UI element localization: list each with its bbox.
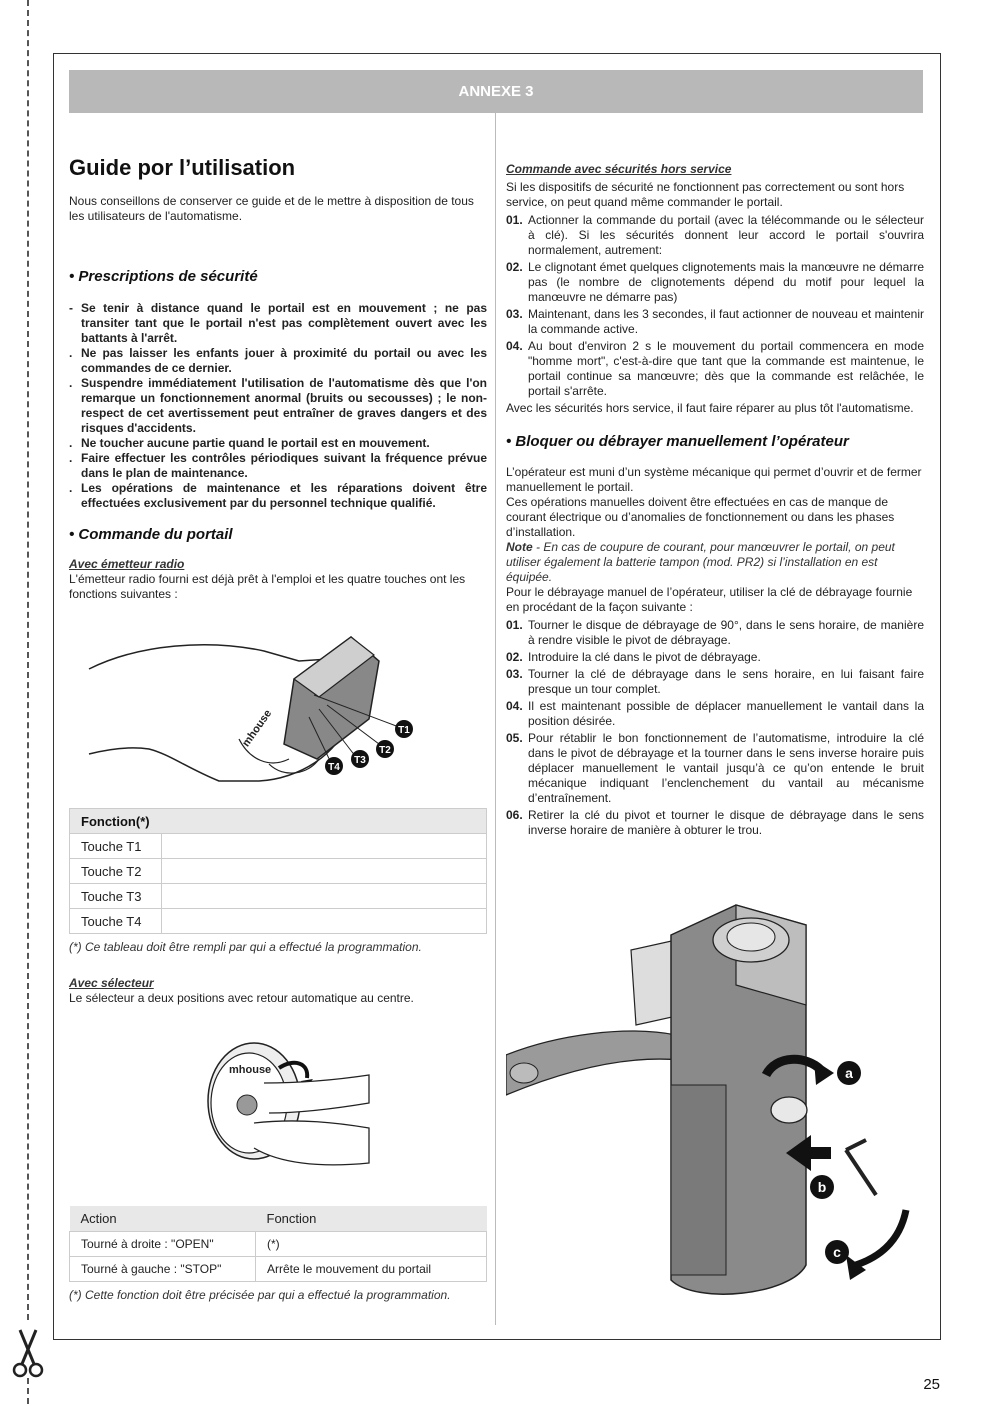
intro-text: Nous conseillons de conserver ce guide et de le mettre à disposition de tous les utilisateurs de l'automatisme. <box>69 194 474 223</box>
hs-intro: Si les dispositifs de sécurité ne fonctionnent pas correctement ou sont hors service, on peut quand même commander le portail. <box>506 180 905 209</box>
table-row: Tourné à gauche : "STOP" Arrête le mouvement du portail <box>70 1257 487 1282</box>
table-row: Touche T1 <box>70 834 487 859</box>
column-divider <box>495 113 496 1325</box>
table-row: Touche T2 <box>70 859 487 884</box>
safety-item: . Les opérations de maintenance et les réparations doivent être effectuées exclusivement par du personnel technique qualifié. <box>69 481 487 510</box>
gate-operator-figure <box>506 895 924 1325</box>
safety-item: . Faire effectuer les contrôles périodiques suivant la fréquence prévue dans le plan de maintenance. <box>69 451 487 480</box>
hs-steps <box>506 213 924 399</box>
safety-item: - Se tenir à distance quand le portail est en mouvement ; ne pas transiter tant que le portail n'est pas complètement ouvert avec les battants à l'arrêt. <box>69 301 487 345</box>
figure-label-b: b <box>817 1179 827 1195</box>
list-item: 03. Tourner la clé de débrayage dans le sens horaire, en lui faisant faire presque un tour complet. <box>506 667 924 696</box>
release-steps <box>506 618 924 838</box>
safety-item: . Ne pas laisser les enfants jouer à proximité du portail ou avec les commandes de ce dernier. <box>69 346 487 375</box>
radio-subheading: Avec émetteur radio <box>69 557 185 571</box>
function-table <box>69 808 487 934</box>
right-column <box>506 162 924 840</box>
list-item: 04. Il est maintenant possible de déplacer manuellement le vantail dans la position désirée. <box>506 699 924 728</box>
cut-line <box>27 0 29 1320</box>
page-number: 25 <box>923 1376 940 1393</box>
action-table <box>69 1206 487 1282</box>
command-heading: • Commande du portail <box>69 526 233 543</box>
list-item: 06. Retirer la clé du pivot et tourner le disque de débrayage dans le sens inverse horaire de manière à obturer le trou. <box>506 808 924 837</box>
release-heading: • Bloquer ou débrayer manuellement l’opérateur <box>506 433 849 450</box>
selector-text: Le sélecteur a deux positions avec retour automatique au centre. <box>69 991 414 1005</box>
list-item: 05. Pour rétablir le bon fonctionnement de l’automatisme, introduire la clé dans le pivot de débrayage et la tourner dans le sens inverse horaire puis déplacer manuellement le vantail jusqu’à ce qu’on entende le bruit mécanique indiquant l’enclenchement du vantail au mécanisme d’entraînement. <box>506 731 924 805</box>
selector-brand-logo: mhouse <box>229 1064 272 1076</box>
list-item: 02. Introduire la clé dans le pivot de débrayage. <box>506 650 761 664</box>
function-column-header: Fonction <box>256 1206 487 1232</box>
key-selector-figure <box>69 1023 487 1198</box>
release-p2: Ces opérations manuelles doivent être effectuées en cas de manque de courant électrique ou d’anomalies de fonctionnement ou dans les phases d’installation. <box>506 495 895 539</box>
key-t2-label: T2 <box>379 745 391 756</box>
key-t3-label: T3 <box>354 755 366 766</box>
hs-outro: Avec les sécurités hors service, il faut faire réparer au plus tôt l'automatisme. <box>506 401 914 415</box>
key-t4-label: T4 <box>328 762 340 773</box>
left-column <box>69 155 487 1303</box>
release-note: Note - En cas de coupure de courant, pour manœuvrer le portail, on peut utiliser également la batterie tampon (mod. PR2) si l’installation en est équipée. <box>506 540 895 584</box>
remote-brand-logo: mhouse <box>240 707 275 750</box>
table-row: Tourné à droite : "OPEN" (*) <box>70 1232 487 1257</box>
function-table-header: Fonction(*) <box>70 809 487 834</box>
scissors-icon <box>10 1328 46 1380</box>
page-title: Guide por l’utilisation <box>69 155 296 180</box>
list-item: 01. Actionner la commande du portail (avec la télécommande ou le sélecteur à clé). Si les sécurités donnent leur accord le portail s'ouvrira normalement, autrement: <box>506 213 924 257</box>
action-table-note: (*) Cette fonction doit être précisée par qui a effectué la programmation. <box>69 1288 451 1302</box>
release-p3: Pour le débrayage manuel de l’opérateur, utiliser la clé de débrayage fournie en procédant de la façon suivante : <box>506 585 913 614</box>
cut-line-bottom <box>27 1378 29 1404</box>
function-table-note: (*) Ce tableau doit être rempli par qui a effectué la programmation. <box>69 940 422 954</box>
hs-subheading: Commande avec sécurités hors service <box>506 162 732 176</box>
remote-control-figure <box>69 609 487 799</box>
annex-banner: ANNEXE 3 <box>69 70 923 113</box>
table-row: Touche T4 <box>70 909 487 934</box>
list-item: 04. Au bout d'environ 2 s le mouvement du portail commencera en mode "homme mort", c'est-à-dire que tant que la commande est maintenue, le portail continue sa manœuvre; dès que la commande est relâchée, le portail s'arrête. <box>506 339 924 398</box>
release-p1: L’opérateur est muni d’un système mécanique qui permet d’ouvrir et de fermer manuellement le portail. <box>506 465 922 494</box>
list-item: 01. Tourner le disque de débrayage de 90°, dans le sens horaire, de manière à rendre visible le pivot de débrayage. <box>506 618 924 647</box>
key-t1-label: T1 <box>398 725 410 736</box>
figure-label-c: c <box>833 1244 841 1260</box>
action-column-header: Action <box>70 1206 256 1232</box>
list-item: 02. Le clignotant émet quelques clignotements mais la manœuvre ne démarre pas (le nombre de clignotements dépend du motif pour lequel la manœuvre ne démarre pas) <box>506 260 924 304</box>
list-item: 03. Maintenant, dans les 3 secondes, il faut actionner de nouveau et maintenir la commande active. <box>506 307 924 336</box>
safety-heading: • Prescriptions de sécurité <box>69 268 258 285</box>
figure-label-a: a <box>845 1065 853 1081</box>
table-row: Touche T3 <box>70 884 487 909</box>
safety-item: . Suspendre immédiatement l'utilisation de l'automatisme dès que l'on remarque un fonctionnement anormal (bruits ou secousses) ; le non-respect de cet avertissement peut entraîner de graves dangers et des risques d'accidents. <box>69 376 487 435</box>
safety-list <box>69 301 487 511</box>
radio-text: L'émetteur radio fourni est déjà prêt à l'emploi et les quatre touches ont les fonctions suivantes : <box>69 572 466 601</box>
safety-item: . Ne toucher aucune partie quand le portail est en mouvement. <box>69 436 430 450</box>
selector-subheading: Avec sélecteur <box>69 976 154 990</box>
